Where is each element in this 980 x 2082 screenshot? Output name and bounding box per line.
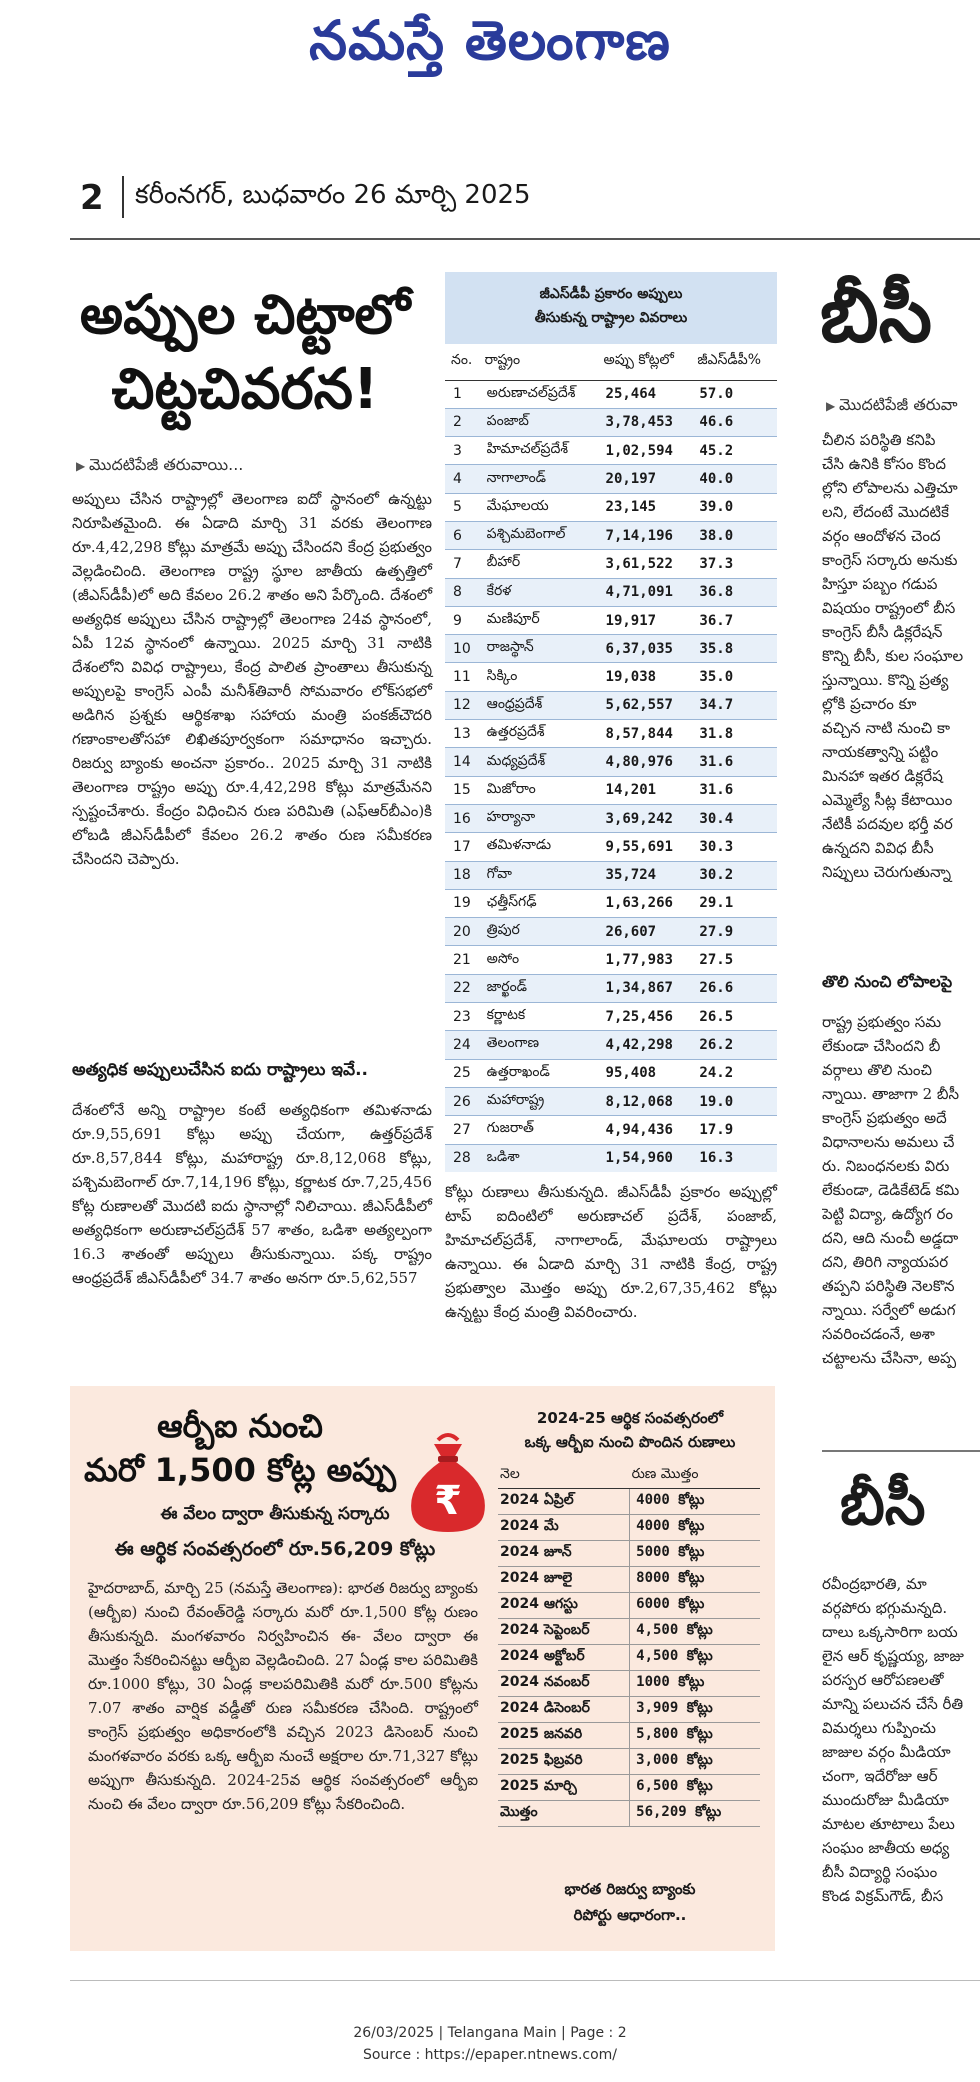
text-line: విమర్శలు గుప్పించు — [822, 1719, 936, 1737]
cell-state: మహారాష్ట్ర — [479, 1087, 598, 1115]
cell-rank: 8 — [445, 578, 479, 606]
cell-debt: 4,80,976 — [598, 748, 692, 776]
cell-debt: 3,78,453 — [598, 408, 692, 436]
text-line: నాయకత్వాన్ని పట్టిం — [822, 743, 939, 761]
cell-debt: 26,607 — [598, 918, 692, 946]
cell-debt: 5,62,557 — [598, 691, 692, 719]
table-row — [498, 1618, 760, 1644]
loan-source-2: రిపోర్టు ఆధారంగా.. — [573, 1906, 687, 1924]
rbi-headline — [70, 1404, 410, 1492]
table-row — [498, 1592, 760, 1618]
text-line: సంఘం జాతీయ అధ్య — [822, 1839, 950, 1857]
text-line: లేకుండా, డెడికేటెడ్ కమి — [822, 1181, 960, 1199]
col-header-gsdp: జీఎస్‌డీపీ% — [691, 344, 777, 380]
text-line: రాష్ట్ర ప్రభుత్వం సమ — [822, 1013, 942, 1031]
cell-debt: 9,55,691 — [598, 833, 692, 861]
cell-state: మేఘాలయ — [479, 493, 598, 521]
table-row — [445, 1116, 777, 1144]
table-row — [445, 550, 777, 578]
table-row — [498, 1722, 760, 1748]
right-story-headline-2: బీసీ — [840, 1470, 926, 1538]
text-line: విధానాలను అమలు చే — [822, 1133, 955, 1151]
cell-gsdp: 31.8 — [691, 720, 777, 748]
cell-rank: 13 — [445, 720, 479, 748]
cell-gsdp: 26.2 — [691, 1031, 777, 1059]
table-row — [445, 720, 777, 748]
table-row — [445, 804, 777, 832]
cell-debt: 1,77,983 — [598, 946, 692, 974]
masthead — [0, 0, 980, 90]
table-row — [445, 1003, 777, 1031]
text-line: చట్టాలను చేసినా, అప్ప — [822, 1349, 957, 1367]
cell-state: సిక్కిం — [479, 663, 598, 691]
cell-rank: 3 — [445, 437, 479, 465]
right-story-body-2 — [822, 1010, 980, 1370]
headline-line-1: అప్పుల చిట్టాలో — [79, 283, 411, 346]
cell-month: 2024 సెప్టెంబర్ — [498, 1618, 630, 1644]
text-line: దని, తిరిగి న్యాయపర — [822, 1253, 949, 1271]
cell-gsdp: 16.3 — [691, 1144, 777, 1172]
text-line: స్తున్నాయి. కొన్ని ప్రత్య — [822, 671, 949, 689]
cell-debt: 23,145 — [598, 493, 692, 521]
text-line: వర్గం ఆందోళన చెంద — [822, 527, 941, 545]
table-row — [445, 1087, 777, 1115]
cell-month: 2024 నవంబర్ — [498, 1670, 630, 1696]
cell-month: 2025 జనవరి — [498, 1722, 630, 1748]
cell-gsdp: 27.9 — [691, 918, 777, 946]
cell-rank: 27 — [445, 1116, 479, 1144]
col-header-month: నెల — [498, 1464, 630, 1488]
text-line: బీసీ విద్యార్థి సంఘం — [822, 1863, 938, 1881]
text-line: న్నాయి. తాజాగా 2 బీసీ — [822, 1085, 959, 1103]
cell-state: రాజస్థాన్ — [479, 635, 598, 663]
cell-rank: 18 — [445, 861, 479, 889]
cell-rank: 17 — [445, 833, 479, 861]
text-line: పరస్పర ఆరోపణలతో — [822, 1671, 944, 1689]
debt-table-header-row — [445, 344, 777, 380]
text-line: ల్లోకి ప్రచారం కూ — [822, 695, 917, 713]
table-row — [445, 776, 777, 804]
right-story-headline: బీసీ — [820, 270, 932, 359]
rbi-headline-2: మరో 1,500 కోట్ల అప్పు — [83, 1451, 397, 1489]
cell-gsdp: 36.8 — [691, 578, 777, 606]
cell-amount: 4,500 కోట్లు — [630, 1644, 760, 1670]
text-line: రవీంద్రభారతి, మా — [822, 1575, 927, 1593]
cell-month: మొత్తం — [498, 1800, 630, 1826]
text-line: కొన్ని బీసీ, కుల సంఘాల — [822, 647, 964, 665]
text-line: కొండ విక్రమ్‌గౌడ్, బీస — [822, 1887, 944, 1905]
left-story-body-2: దేశంలోనే అన్ని రాష్ట్రాల కంటే అత్యధికంగా తమిళనాడు రూ.9,55,691 కోట్లు అప్పు చేయగా, ఉత్తర్‌ప్రదేశ్ రూ.8,57,844 కోట్లు, మహారాష్ట్ర రూ.8,12,068 కోట్లు, పశ్చిమబెంగాల్ రూ.7,14,196 కోట్లు, కర్ణాటక రూ.7,25,456 కోట్ల రుణాలతో మొదటి ఐదు స్థానాల్లో నిలిచాయి. జీఎస్‌డీపీలో అత్యధికంగా అరుణాచల్‌ప్రదేశ్ 57 శాతం, ఒడిశా అత్యల్పంగా 16.3 శాతంతో అప్పులు తీసుకున్నాయి. పక్క రాష్ట్రం ఆంధ్రప్రదేశ్ జీఎస్‌డీపీలో 34.7 శాతం అనగా రూ.5,62,557 — [72, 1101, 432, 1287]
table-row — [445, 833, 777, 861]
col-header-debt: అప్పు కోట్లలో — [598, 344, 692, 380]
rbi-subhead-2: ఈ ఆర్థిక సంవత్సరంలో రూ.56,209 కోట్లు — [114, 1538, 436, 1560]
loan-table-header-row — [498, 1464, 760, 1488]
table-row — [498, 1566, 760, 1592]
text-line: చీలిన పరిస్థితి కనిపి — [822, 431, 936, 449]
table-row — [445, 493, 777, 521]
cell-rank: 6 — [445, 521, 479, 549]
table-row — [445, 946, 777, 974]
loan-source-1: భారత రిజర్వు బ్యాంకు — [564, 1880, 696, 1898]
text-line: దని, ఆది నుంచీ అడ్డదా — [822, 1229, 959, 1247]
cell-rank: 23 — [445, 1003, 479, 1031]
cell-debt: 19,038 — [598, 663, 692, 691]
cell-amount: 4000 కోట్లు — [630, 1514, 760, 1540]
cell-debt: 4,94,436 — [598, 1116, 692, 1144]
cell-amount: 5000 కోట్లు — [630, 1540, 760, 1566]
cell-month: 2024 ఆగస్టు — [498, 1592, 630, 1618]
cell-state: ఆంధ్రప్రదేశ్ — [479, 691, 598, 719]
text-line: చేసి ఉనికి కోసం కొంద — [822, 455, 946, 473]
text-line: లేకుండా చేసిందని బీ — [822, 1037, 941, 1055]
cell-state: అరుణాచల్‌ప్రదేశ్ — [479, 380, 598, 408]
cell-amount: 6000 కోట్లు — [630, 1592, 760, 1618]
cell-state: పంజాబ్ — [479, 408, 598, 436]
cell-state: మిజోరాం — [479, 776, 598, 804]
rbi-story-box — [70, 1386, 775, 1951]
text-line: కాంగ్రెస్ బీసీ డిక్లరేషన్ — [822, 623, 943, 641]
text-line: మాన్ని పలుచన చేసే రీతి — [822, 1695, 964, 1713]
cell-rank: 1 — [445, 380, 479, 408]
text-line: ముందురోజు మీడియా — [822, 1791, 949, 1809]
top-divider — [70, 238, 980, 240]
cell-rank: 16 — [445, 804, 479, 832]
cell-rank: 20 — [445, 918, 479, 946]
loan-table-title-2: ఒక్క ఆర్బీఐ నుంచి పొందిన రుణాలు — [524, 1433, 736, 1451]
debt-table — [445, 344, 777, 1172]
rbi-headline-1: ఆర్బీఐ నుంచి — [157, 1407, 323, 1445]
cell-gsdp: 26.5 — [691, 1003, 777, 1031]
cell-gsdp: 30.2 — [691, 861, 777, 889]
text-line: జాజుల వర్గం మీడియా — [822, 1743, 951, 1761]
debt-table-body — [445, 380, 777, 1172]
cell-rank: 7 — [445, 550, 479, 578]
cell-debt: 25,464 — [598, 380, 692, 408]
text-line: వచ్చిన నాటి నుంచి కా — [822, 719, 950, 737]
table-row — [445, 1031, 777, 1059]
cell-amount: 5,800 కోట్లు — [630, 1722, 760, 1748]
cell-state: త్రిపుర — [479, 918, 598, 946]
table-row — [445, 918, 777, 946]
table-row — [498, 1644, 760, 1670]
cell-state: ఉత్తరాఖండ్ — [479, 1059, 598, 1087]
text-line: సవరించడంనే, అశా — [822, 1325, 935, 1343]
table-row — [445, 691, 777, 719]
loan-table — [498, 1464, 760, 1827]
text-line: లని, లేదంటే మొదటికే — [822, 503, 949, 521]
dateline: కరీంనగర్, బుధవారం 26 మార్చి 2025 — [135, 180, 531, 210]
cell-gsdp: 39.0 — [691, 493, 777, 521]
cell-debt: 8,12,068 — [598, 1087, 692, 1115]
cell-amount: 1000 కోట్లు — [630, 1670, 760, 1696]
cell-month: 2024 జూన్ — [498, 1540, 630, 1566]
cell-gsdp: 38.0 — [691, 521, 777, 549]
cell-amount: 8000 కోట్లు — [630, 1566, 760, 1592]
cell-gsdp: 37.3 — [691, 550, 777, 578]
cell-state: అసోం — [479, 946, 598, 974]
footer — [0, 2022, 980, 2066]
table-row — [445, 974, 777, 1002]
cell-gsdp: 36.7 — [691, 606, 777, 634]
table-row — [498, 1514, 760, 1540]
cell-state: గోవా — [479, 861, 598, 889]
col-header-state: రాష్ట్రం — [479, 344, 598, 380]
cell-debt: 1,34,867 — [598, 974, 692, 1002]
right-story-body-3 — [822, 1572, 980, 1908]
cell-gsdp: 17.9 — [691, 1116, 777, 1144]
cell-state: కేరళ — [479, 578, 598, 606]
cell-gsdp: 31.6 — [691, 748, 777, 776]
cell-rank: 15 — [445, 776, 479, 804]
cell-amount: 4,500 కోట్లు — [630, 1618, 760, 1644]
cell-gsdp: 24.2 — [691, 1059, 777, 1087]
loan-table-source — [490, 1876, 770, 1928]
col-header-amount: రుణ మొత్తం — [630, 1464, 760, 1488]
left-story-body: అప్పులు చేసిన రాష్ట్రాల్లో తెలంగాణ ఐదో స్థానంలో ఉన్నట్టు నిరూపితమైంది. ఈ ఏడాది మార్చి 31 వరకు తెలంగాణ రూ.4,42,298 కోట్లు మాత్రమే అప్పు చేసిందని కేంద్ర ప్రభుత్వం వెల్లడించింది. తెలంగాణ రాష్ట్ర స్థూల జాతీయ ఉత్పత్తిలో (జీఎస్‌డీపీ)లో అది కేవలం 26.2 శాతం అని పేర్కొంది. దేశంలో అత్యధిక అప్పులు చేసిన రాష్ట్రాల్లో తెలంగాణ 24వ స్థానంలో, ఏపీ 12వ స్థానంలో ఉన్నాయి. 2025 మార్చి 31 నాటికి దేశంలోని వివిధ రాష్ట్రాలు, కేంద్ర పాలిత ప్రాంతాలు తీసుకున్న అప్పులపై కాంగ్రెస్ ఎంపీ మనీశ్‌తివారీ సోమవారం లోక్‌సభలో అడిగిన ప్రశ్నకు ఆర్థికశాఖ సహాయ మంత్రి పంకజ్‌చౌదరి గణాంకాలతోసహా లిఖితపూర్వకంగా సమాధానం ఇచ్చారు. రిజర్వు బ్యాంకు అంచనా ప్రకారం.. 2025 మార్చి 31 నాటికి తెలంగాణ రాష్ట్రం అప్పు రూ.4,42,298 కోట్లు మాత్రమేనని స్పష్టంచేశారు. కేంద్రం విధించిన రుణ పరిమితి (ఎఫ్‌ఆర్‌బీఎం)కి లోబడి జీఎస్‌డీపీలో కేవలం 26.2 శాతం రుణ సమీకరణ చేసిందని చెప్పారు. — [72, 490, 432, 868]
cell-gsdp: 35.0 — [691, 663, 777, 691]
cell-month: 2025 ఫిబ్రవరి — [498, 1748, 630, 1774]
cell-month: 2024 అక్టోబర్ — [498, 1644, 630, 1670]
cell-debt: 3,69,242 — [598, 804, 692, 832]
text-line: కాంగ్రెస్ సర్కారు అనుకు — [822, 551, 958, 569]
cell-amount: 3,909 కోట్లు — [630, 1696, 760, 1722]
loan-table-body — [498, 1488, 760, 1826]
masthead-title: నమస్తే తెలంగాణ — [309, 8, 671, 72]
cell-gsdp: 31.6 — [691, 776, 777, 804]
cell-gsdp: 29.1 — [691, 889, 777, 917]
center-story-body: కోట్లు రుణాలు తీసుకున్నది. జీఎస్‌డీపీ ప్రకారం అప్పుల్లో టాప్ ఐదింటిలో అరుణాచల్ ప్రదేశ్, పంజాబ్, హిమాచల్‌ప్రదేశ్, నాగాలాండ్, మేఘాలయ రాష్ట్రాలు ఉన్నాయి. ఈ ఏడాది మార్చి 31 నాటికి కేంద్ర, రాష్ట్ర ప్రభుత్వాల మొత్తం అప్పు రూ.2,67,35,462 కోట్లు ఉన్నట్టు కేంద్ర మంత్రి వివరించారు. — [445, 1183, 777, 1321]
cell-rank: 9 — [445, 606, 479, 634]
cell-debt: 4,71,091 — [598, 578, 692, 606]
cell-rank: 21 — [445, 946, 479, 974]
right-story-subhead: తొలి నుంచి లోపాలపై — [822, 972, 953, 991]
cell-amount: 3,000 కోట్లు — [630, 1748, 760, 1774]
cell-state: ఒడిశా — [479, 1144, 598, 1172]
cell-month: 2024 ఏప్రిల్ — [498, 1488, 630, 1514]
cell-amount: 56,209 కోట్లు — [630, 1800, 760, 1826]
cell-rank: 12 — [445, 691, 479, 719]
cell-gsdp: 45.2 — [691, 437, 777, 465]
cell-rank: 19 — [445, 889, 479, 917]
money-bag-glyph: ₹ — [434, 1478, 462, 1524]
text-line: మినహా ఇతర డిక్లరేష — [822, 767, 943, 785]
loan-table-title-1: 2024-25 ఆర్థిక సంవత్సరంలో — [536, 1409, 724, 1427]
left-story-jump: ▶ మొదటిపేజీ తరువాయి... — [76, 455, 243, 478]
cell-state: మధ్యప్రదేశ్ — [479, 748, 598, 776]
table-row — [445, 635, 777, 663]
dateline-separator — [122, 176, 124, 218]
table-row — [498, 1696, 760, 1722]
footer-line-1: 26/03/2025 | Telangana Main | Page : 2 — [353, 2025, 627, 2041]
bottom-divider — [70, 1980, 980, 1981]
text-line: వర్గాలు తొలి నుంచి — [822, 1061, 933, 1079]
cell-state: జార్ఖండ్ — [479, 974, 598, 1002]
cell-state: నాగాలాండ్ — [479, 465, 598, 493]
text-line: మాటల తూటాలు పేలు — [822, 1815, 955, 1833]
text-line: విషయం రాష్ట్రంలో బీస — [822, 599, 956, 617]
table-row — [445, 521, 777, 549]
cell-state: పశ్చిమబెంగాల్ — [479, 521, 598, 549]
table-row — [498, 1540, 760, 1566]
text-line: ఉన్నదని వివిధ బీసీ — [822, 839, 934, 857]
table-row — [445, 861, 777, 889]
cell-debt: 20,197 — [598, 465, 692, 493]
text-line: చంగా, ఇదేరోజు ఆర్ — [822, 1767, 938, 1785]
table-row — [498, 1670, 760, 1696]
debt-table-title-2: తీసుకున్న రాష్ట్రాల వివరాలు — [534, 310, 688, 326]
text-line: కాంగ్రెస్ ప్రభుత్వం అదే — [822, 1109, 947, 1127]
cell-amount: 4000 కోట్లు — [630, 1488, 760, 1514]
text-line: దాలు ఒక్కసారిగా బయ — [822, 1623, 958, 1641]
cell-rank: 2 — [445, 408, 479, 436]
cell-gsdp: 34.7 — [691, 691, 777, 719]
debt-table-title-1: జీఎస్‌డీపీ ప్రకారం అప్పులు — [539, 286, 683, 302]
table-row — [445, 578, 777, 606]
loan-table-title — [490, 1406, 770, 1454]
cell-gsdp: 30.3 — [691, 833, 777, 861]
table-row — [445, 889, 777, 917]
cell-state: ఉత్తరప్రదేశ్ — [479, 720, 598, 748]
cell-month: 2024 జూలై — [498, 1566, 630, 1592]
cell-debt: 7,14,196 — [598, 521, 692, 549]
table-row — [445, 465, 777, 493]
headline-line-2: చిట్టచివరన! — [111, 357, 379, 422]
cell-gsdp: 27.5 — [691, 946, 777, 974]
cell-state: గుజరాత్ — [479, 1116, 598, 1144]
table-row — [445, 1144, 777, 1172]
cell-debt: 4,42,298 — [598, 1031, 692, 1059]
cell-debt: 1,63,266 — [598, 889, 692, 917]
right-story-body — [822, 428, 980, 884]
cell-debt: 35,724 — [598, 861, 692, 889]
table-row — [445, 408, 777, 436]
cell-state: మణిపూర్ — [479, 606, 598, 634]
cell-state: హర్యానా — [479, 804, 598, 832]
cell-rank: 22 — [445, 974, 479, 1002]
cell-gsdp: 26.6 — [691, 974, 777, 1002]
left-story-headline — [60, 280, 430, 430]
cell-month: 2024 మే — [498, 1514, 630, 1540]
rbi-subhead-1: ఈ వేలం ద్వారా తీసుకున్న సర్కారు — [160, 1504, 390, 1524]
text-line: లైన ఆర్ కృష్ణయ్య, జాజు — [822, 1647, 964, 1665]
text-line: తప్పని పరిస్థితి నెలకొన — [822, 1277, 955, 1295]
table-row — [498, 1774, 760, 1800]
cell-debt: 1,02,594 — [598, 437, 692, 465]
cell-rank: 5 — [445, 493, 479, 521]
cell-debt: 7,25,456 — [598, 1003, 692, 1031]
cell-debt: 8,57,844 — [598, 720, 692, 748]
rbi-story-body: హైదరాబాద్, మార్చి 25 (నమస్తే తెలంగాణ): భారత రిజర్వు బ్యాంకు (ఆర్బీఐ) నుంచి రేవంత్‌రెడ్డి సర్కారు మరో రూ.1,500 కోట్ల రుణం తీసుకున్నది. మంగళవారం నిర్వహించిన ఈ- వేలం ద్వారా ఈ మొత్తం సేకరించినట్టు ఆర్బీఐ వెల్లడించింది. 27 ఏండ్ల కాల పరిమితికి రూ.1000 కోట్లు, 30 ఏండ్ల కాలపరిమితికి మరో రూ.500 కోట్లను 7.07 శాతం వార్షిక వడ్డీతో రుణ సమీకరణ చేసింది. రాష్ట్రంలో కాంగ్రెస్ ప్రభుత్వం అధికారంలోకి వచ్చిన 2023 డిసెంబర్ నుంచి మంగళవారం వరకు ఒక్క ఆర్బీఐ నుంచే అక్షరాల రూ.71,327 కోట్లు అప్పుగా తీసుకున్నది. 2024-25వ ఆర్థిక సంవత్సరంలో ఆర్బీఐ నుంచి ఈ వేలం ద్వారా రూ.56,209 కోట్లు సేకరించింది. — [88, 1579, 479, 1813]
cell-gsdp: 46.6 — [691, 408, 777, 436]
cell-gsdp: 57.0 — [691, 380, 777, 408]
cell-debt: 19,917 — [598, 606, 692, 634]
table-row — [445, 1059, 777, 1087]
cell-state: హిమాచల్‌ప్రదేశ్ — [479, 437, 598, 465]
text-line: న్నాయి. సర్వేలో అడుగ — [822, 1301, 956, 1319]
cell-state: తమిళనాడు — [479, 833, 598, 861]
table-row — [445, 748, 777, 776]
text-line: వర్గపోరు భగ్గుమన్నది. — [822, 1599, 948, 1617]
cell-gsdp: 40.0 — [691, 465, 777, 493]
cell-debt: 6,37,035 — [598, 635, 692, 663]
table-row — [498, 1488, 760, 1514]
cell-state: కర్ణాటక — [479, 1003, 598, 1031]
cell-rank: 25 — [445, 1059, 479, 1087]
cell-rank: 10 — [445, 635, 479, 663]
text-line: నిప్పులు చెరుగుతున్నా — [822, 863, 952, 881]
text-line: హిస్తూ పబ్బం గడుప — [822, 575, 938, 593]
col-header-no: నం. — [445, 344, 479, 380]
cell-gsdp: 35.8 — [691, 635, 777, 663]
cell-debt: 95,408 — [598, 1059, 692, 1087]
table-row — [445, 606, 777, 634]
cell-rank: 14 — [445, 748, 479, 776]
cell-rank: 26 — [445, 1087, 479, 1115]
cell-rank: 28 — [445, 1144, 479, 1172]
cell-debt: 14,201 — [598, 776, 692, 804]
cell-rank: 4 — [445, 465, 479, 493]
cell-state: తెలంగాణ — [479, 1031, 598, 1059]
table-row — [498, 1800, 760, 1826]
footer-line-2: Source : https://epaper.ntnews.com/ — [362, 2047, 618, 2063]
debt-table-title — [445, 272, 777, 344]
cell-month: 2024 డిసెంబర్ — [498, 1696, 630, 1722]
cell-rank: 11 — [445, 663, 479, 691]
table-row — [445, 437, 777, 465]
cell-debt: 3,61,522 — [598, 550, 692, 578]
text-line: రు. నిబంధనలకు విరు — [822, 1157, 950, 1175]
text-line: ల్లోని లోపాలను ఎత్తిచూ — [822, 479, 958, 497]
cell-amount: 6,500 కోట్లు — [630, 1774, 760, 1800]
page-number: 2 — [80, 178, 104, 218]
right-divider — [822, 1450, 980, 1452]
cell-gsdp: 19.0 — [691, 1087, 777, 1115]
right-story-jump: ▶ మొదటిపేజీ తరువా — [826, 395, 958, 418]
cell-month: 2025 మార్చి — [498, 1774, 630, 1800]
cell-state: బీహార్ — [479, 550, 598, 578]
table-row — [445, 663, 777, 691]
table-row — [445, 380, 777, 408]
left-story-subhead: అత్యధిక అప్పులుచేసిన ఐదు రాష్ట్రాలు ఇవే.. — [72, 1060, 368, 1080]
cell-debt: 1,54,960 — [598, 1144, 692, 1172]
cell-state: ఛత్తీస్‌గఢ్ — [479, 889, 598, 917]
cell-rank: 24 — [445, 1031, 479, 1059]
table-row — [498, 1748, 760, 1774]
text-line: నేటికీ పదవుల భర్తీ వర — [822, 815, 953, 833]
text-line: పెట్టి విద్యా, ఉద్యోగ రం — [822, 1205, 953, 1223]
text-line: ఎమ్మెల్యే సీట్ల కేటాయిం — [822, 791, 953, 809]
cell-gsdp: 30.4 — [691, 804, 777, 832]
debt-table-box — [445, 272, 777, 1172]
